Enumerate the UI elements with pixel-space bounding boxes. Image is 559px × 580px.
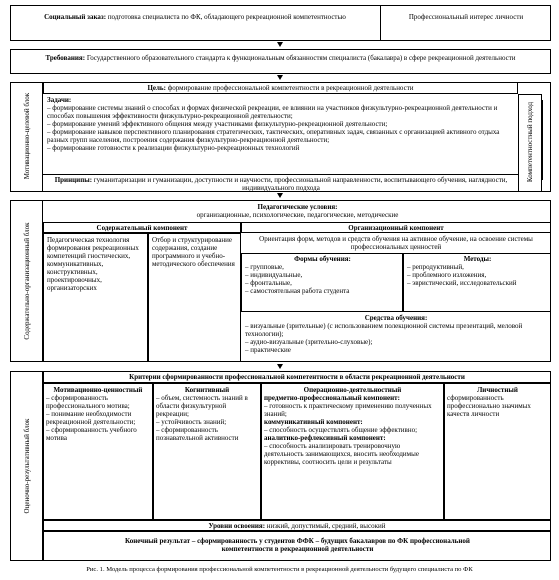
principles-divider bbox=[43, 174, 518, 175]
content-side-label: Содержательно-организационный блок bbox=[23, 222, 31, 340]
tasks-text: Задачи: – формирование системы знаний о способах и формах физической рекреации, ее влиянии на участников физкультурно-рекреационной деятельности и способах повышения эффективности физкультурно-рекреационной деятельности; – формирование умений эффективного общения между участниками физкультурно-рекреационной деятельности; – формирование навыков перспективного планирования стратегических, тактических, оперативных задач, связанных с организацией активного отдыха разных групп населения, построения содержания физкультурно-рекреационной деятельности; – формирование готовности к реализации физкультурно-рекреационных технологий bbox=[47, 96, 500, 152]
content-component-label: Содержательный компонент bbox=[96, 224, 188, 232]
top-row-divider bbox=[380, 5, 381, 41]
content-right-text: Отбор и структурирование содержания, создание программного и учебно-методического обеспечения bbox=[152, 236, 235, 268]
evaluation-side-label: Оценочно-результативный блок bbox=[23, 418, 31, 514]
forms-text: Формы обучения: – групповые, – индивидуальные, – фронтальные, – самостоятельная работа студента bbox=[245, 255, 351, 295]
org-component-label: Организационный компонент bbox=[348, 224, 444, 232]
col2-content: Когнитивный – объем, системность знаний в области физкультурной рекреации; – устойчивость знаний; – сформированность познавательной активности bbox=[156, 386, 248, 442]
means-text: Средства обучения: – визуальные (зрительные) (с использованием полекционной системы презентаций, меловой технологии); – аудио-визуальные (зрительно-слуховые); – практические bbox=[245, 314, 523, 354]
motivational-side-label: Мотивационно-целевой блок bbox=[23, 92, 31, 180]
pedagogical-conditions: Педагогические условия: организационные, психологические, педагогические, методические bbox=[196, 203, 399, 219]
methods-text: Методы: – репродуктивный, – проблемного изложения, – эвристический, исследовательский bbox=[407, 255, 517, 287]
requirements-text: Требования: Государственного образовательного стандарта к функциональным обязанностям специалиста (бакалавра) в сфере рекреационной деятельности bbox=[45, 54, 516, 62]
goal-text: Цель: формирование профессиональной компетентности в рекреационной деятельности bbox=[147, 84, 414, 92]
col1-content: Мотивационно-ценностный – сформированность профессионального мотива; – понимание необходимости рекреационной деятельности; – сформированность учебного мотива bbox=[46, 386, 143, 442]
arrow-down-2 bbox=[277, 75, 283, 80]
arrow-down-3 bbox=[277, 193, 283, 198]
social-order-box bbox=[10, 5, 551, 41]
col3-content: Операционно-деятельностный предметно-профессиональный компонент: – готовность к практическому применению полученных знаний; коммуникативный компонент: – способность осуществлять общение эффективно; аналитико-рефлексивный компонент: – способность анализировать тренировочную деятельность занимающихся, вносить необходимые коррективы, соотносить цели и результаты bbox=[264, 386, 432, 466]
competence-connector-line bbox=[542, 100, 543, 180]
result-text: Конечный результат – сформированность у студентов ФФК – будущих бакалавров по ФК профессиональной компетентности в рекреационной деятельности bbox=[125, 537, 470, 553]
professional-interest-text: Профессиональный интерес личности bbox=[408, 13, 524, 21]
col4-content: Личностный сформированность профессионально значимых качеств личности bbox=[447, 386, 531, 418]
social-order-text: Социальный заказ: подготовка специалиста по ФК, обладающего рекреационной компетентностью bbox=[44, 13, 346, 21]
arrow-down-1 bbox=[277, 42, 283, 47]
principles-text: Принципы: гуманитаризации и гуманизации, доступности и научности, профессиональной направленности, воспитывающего обучения, наглядности, индивидуального подхода bbox=[54, 176, 508, 192]
levels-text: Уровни освоения: низкий, допустимый, средний, высокий bbox=[208, 522, 386, 530]
figure-caption: Рис. 1. Модель процесса формирования профессиональной компетентности в рекреационной деятельности будущего специалиста по ФК bbox=[86, 566, 473, 573]
competence-approach-label: Компетентностный подход bbox=[526, 101, 534, 183]
arrow-down-4 bbox=[277, 364, 283, 369]
criteria-label: Критерии сформированности профессиональной компетентности в области рекреационной деятельности bbox=[129, 373, 465, 381]
content-left-text: Педагогическая технология формирования рекреационных компетенций гностических, коммуникативных, конструктивных, проектировочных, организаторских bbox=[47, 236, 139, 292]
org-orientation-text: Ориентация форм, методов и средств обучения на активное обучение, на освоение системы профессиональных ценностей bbox=[259, 235, 533, 251]
